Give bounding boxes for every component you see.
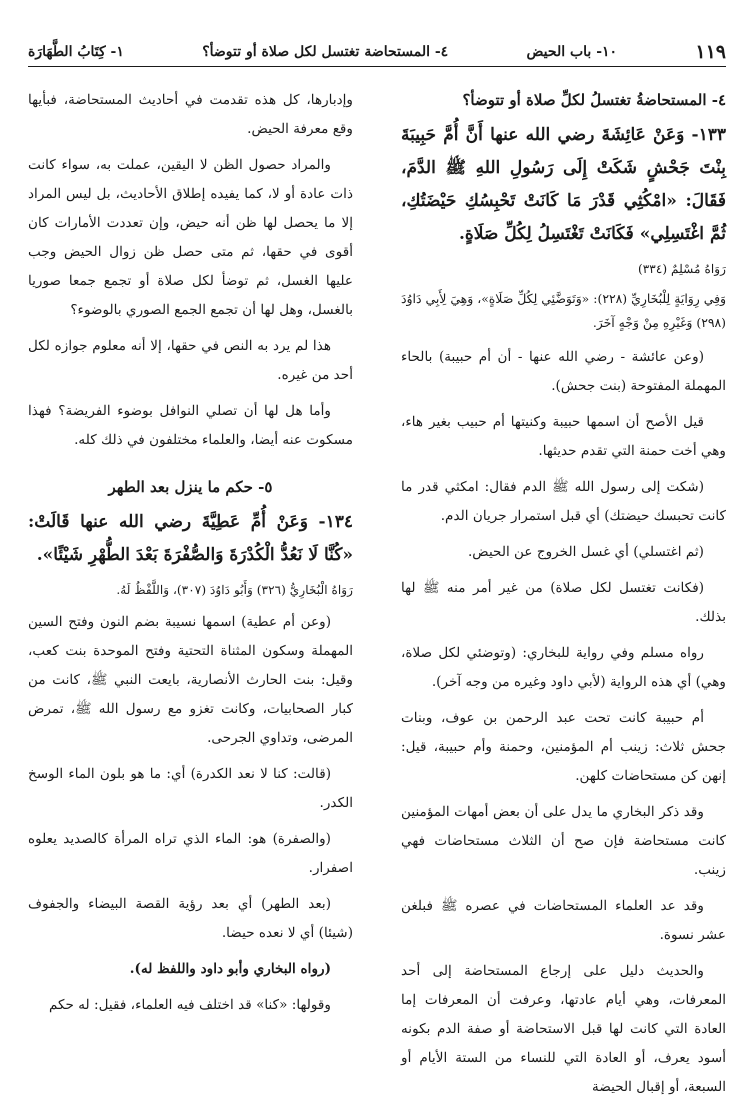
hadith-variant: وَفِي رِوَايَةٍ لِلْبُخَارِيِّ (٢٢٨): «وَتَوَضَّئِي لِكُلِّ صَلَاةٍ»، وَهِيَ لِأَبِي دَاوُدَ (٢٩٨) وَغَيْرِهِ مِنْ وَجْهٍ آخَرَ. [401, 291, 726, 330]
commentary-paragraph: رواه مسلم وفي رواية للبخاري: (وتوضئي لكل صلاة، وهي) أي هذه الرواية (لأبي داود وغيره من وجه آخر). [401, 645, 726, 690]
commentary-paragraph: وقد ذكر البخاري ما يدل على أن بعض أمهات المؤمنين كانت مستحاضة فإن صح أن الثلاث مستحاضات فهي زينب. [401, 804, 726, 878]
commentary-paragraph: (وعن عائشة - رضي الله عنها - أن أم حبيبة) بالحاء المهملة المفتوحة (بنت جحش). [401, 349, 726, 394]
commentary-paragraph: (شكت إلى رسول الله ﷺ الدم فقال: امكثي قدر ما كانت تحبسك حيضتك) أي قبل استمرار جريان الدم. [401, 479, 726, 524]
hadith-text: ١٣٣- وَعَنْ عَائِشَةَ رضي الله عنها أَنَّ أُمَّ حَبِيبَةَ بِنْتَ جَحْشٍ شَكَتْ إِلَى رَسُولِ اللهِ ﷺ الدَّمَ، فَقَالَ: «امْكُثِي قَدْرَ مَا كَانَتْ تَحْبِسُكِ حَيْضَتُكِ، ثُمَّ اغْتَسِلِي» فَكَانَتْ تَغْتَسِلُ لِكُلِّ صَلَاةٍ. [401, 125, 726, 244]
book-title: ١- كِتَابُ الطَّهَارَة [28, 44, 124, 60]
commentary-paragraph: (قالت: كنا لا نعد الكدرة) أي: ما هو بلون الماء الوسخ الكدر. [28, 766, 353, 811]
commentary-paragraph: وأما هل لها أن تصلي النوافل بوضوء الفريضة؟ فهذا مسكوت عنه أيضا، والعلماء مختلفون في ذلك كله. [28, 403, 353, 448]
page-number: ١١٩ [695, 41, 726, 63]
section-title: ٥- حكم ما ينزل بعد الطهر [108, 478, 273, 496]
commentary-paragraph: وقد عد العلماء المستحاضات في عصره ﷺ فبلغن عشر نسوة. [401, 898, 726, 943]
commentary-paragraph: (ثم اغتسلي) أي غسل الخروج عن الحيض. [467, 544, 704, 560]
right-column [401, 86, 726, 1095]
commentary-paragraph: (رواه البخاري وأبو داود واللفظ له). [129, 961, 331, 977]
commentary-paragraph: والمراد حصول الظن لا اليقين، عملت به، سواء كانت ذات عادة أو لا، كما يفيده إطلاق الأحاديث، بل ليس المراد إلا ما يحصل لها ظن أنه حيض، وإن تعددت الأمارات كان أقوى في حقها، ثم متى حصل ظن زوال الحيض وجب عليها الغسل، ثم توضأ لكل صلاة أو تجمع جمعا صوريا بالغسل، وهل لها أن تجمع الجمع الصوري بالوضوء؟ [28, 157, 353, 318]
left-column [28, 86, 353, 1076]
commentary-paragraph: (وعن أم عطية) اسمها نسيبة بضم النون وفتح السين المهملة وسكون المثناة التحتية وفتح الموحدة بنت كعب، وقيل: بنت الحارث الأنصارية، بايعت النبي ﷺ، كانت من كبار الصحابيات، وكانت تغزو مع رسول الله ﷺ، تمرض المرضى، وتداوي الجرحى. [28, 614, 353, 746]
commentary-paragraph: قيل الأصح أن اسمها حبيبة وكنيتها أم حبيب بغير هاء، وهي أخت حمنة التي تقدم حديثها. [401, 414, 726, 459]
commentary-paragraph: (فكانت تغتسل لكل صلاة) من غير أمر منه ﷺ لها بذلك. [401, 580, 726, 625]
hadith-narrator: رَوَاهُ مُسْلِمٌ (٣٣٤) [638, 262, 726, 276]
commentary-paragraph: أم حبيبة كانت تحت عبد الرحمن بن عوف، وبنات جحش ثلاث: زينب أم المؤمنين، وحمنة وأم حبيبة، قيل: إنهن كن مستحاضات كلهن. [401, 710, 726, 784]
page-header [28, 38, 726, 67]
hadith-narrator: رَوَاهُ الْبُخَارِيُّ (٣٢٦) وَأَبُو دَاوُدَ (٣٠٧)، وَاللَّفْظُ لَهُ. [116, 583, 353, 597]
hadith-text: ١٣٤- وَعَنْ أُمِّ عَطِيَّةَ رضي الله عنها قَالَتْ: «كُنَّا لَا نَعُدُّ الْكُدْرَةَ وَالصُّفْرَةَ بَعْدَ الطُّهْرِ شَيْئًا». [28, 512, 353, 565]
commentary-paragraph: هذا لم يرد به النص في حقها، إلا أنه معلوم جوازه لكل أحد من غيره. [28, 338, 353, 383]
commentary-paragraph: والحديث دليل على إرجاع المستحاضة إلى أحد المعرفات، وهي أيام عادتها، وعرفت أن المعرفات إما العادة التي كانت لها قبل الاستحاضة أو صفة الدم بكونه أسود يعرف، أو العادة التي للنساء من الستة الأيام أو السبعة، أو إقبال الحيضة [401, 963, 726, 1095]
commentary-paragraph: وإدبارها، كل هذه تقدمت في أحاديث المستحاضة، فبأيها وقع معرفة الحيض. [28, 92, 353, 137]
topic-title: ٤- المستحاضة تغتسل لكل صلاة أو تتوضأ؟ [202, 44, 449, 60]
commentary-paragraph: (بعد الطهر) أي بعد رؤية القصة البيضاء والجفوف (شيئا) أي لا نعده حيضا. [28, 896, 353, 941]
commentary-paragraph: (والصفرة) هو: الماء الذي تراه المرأة كالصديد يعلوه اصفرار. [28, 831, 353, 876]
commentary-paragraph: وقولها: «كنا» قد اختلف فيه العلماء، فقيل: له حكم [48, 997, 331, 1013]
section-title: ٤- المستحاضةُ تغتسلُ لكلِّ صلاة أو تتوضأ؟ [462, 91, 726, 109]
chapter-title: ١٠- باب الحيض [526, 44, 618, 60]
